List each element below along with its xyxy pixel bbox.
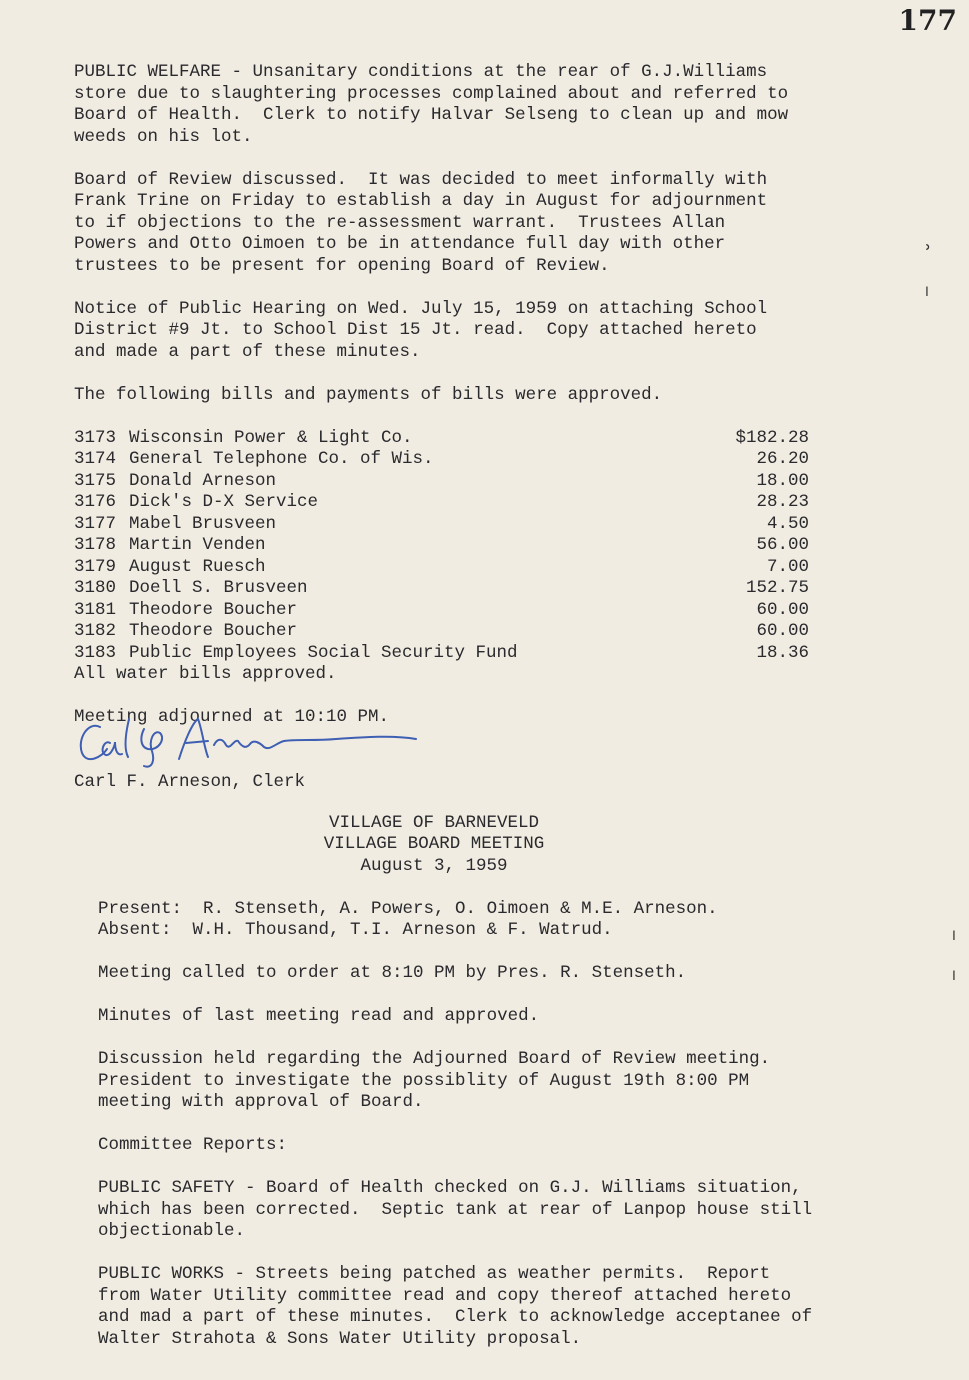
bill-number: 3178 — [74, 535, 117, 555]
bill-amount: 152.75 — [745, 578, 809, 598]
signature-stroke — [81, 719, 416, 767]
bill-payee: Mabel Brusveen — [129, 513, 277, 534]
bill-payee: Public Employees Social Security Fund — [129, 642, 518, 663]
text-line: objectionable. — [98, 1221, 246, 1241]
bill-row — [74, 600, 864, 622]
text-line: President to investigate the possiblity of August 19th 8:00 PM — [98, 1070, 750, 1091]
bill-number: 3183 — [74, 642, 117, 663]
text-line: Board of Review discussed. It was decided to meet informally with — [74, 169, 768, 190]
meeting-header — [74, 813, 794, 878]
bill-row — [74, 514, 864, 536]
margin-tick-mark: ʾ — [925, 242, 932, 267]
bill-payee: Dick's D-X Service — [129, 492, 319, 512]
handwritten-signature — [74, 711, 434, 769]
text-line: and made a part of these minutes. — [74, 341, 421, 362]
public-hearing-notice — [74, 299, 864, 364]
signature-block — [74, 729, 864, 772]
text-line: Powers and Otto Oimoen to be in attendance full day with other — [74, 234, 726, 254]
margin-tick-mark: ˡ — [925, 284, 929, 309]
text-line: PUBLIC SAFETY - Board of Health checked on G.J. Williams situation, — [98, 1178, 802, 1198]
bill-payee: Theodore Boucher — [129, 621, 298, 641]
bill-row — [74, 428, 864, 450]
meeting-date: August 3, 1959 — [360, 855, 508, 876]
bill-row — [74, 643, 864, 665]
bill-amount: 60.00 — [756, 599, 809, 620]
text-line: PUBLIC WELFARE - Unsanitary conditions at the rear of G.J.Williams — [74, 62, 768, 82]
minutes-document — [74, 62, 864, 1372]
bills-intro: The following bills and payments of bills were approved. — [74, 384, 663, 405]
bill-amount: 7.00 — [766, 556, 809, 577]
margin-tick-mark: ˡ — [952, 968, 956, 993]
bill-row — [74, 449, 864, 471]
bill-number: 3173 — [74, 427, 117, 448]
text-line: meeting with approval of Board. — [98, 1092, 424, 1112]
bill-payee: August Ruesch — [129, 556, 266, 577]
bill-number: 3177 — [74, 513, 117, 534]
present-line: Present: R. Stenseth, A. Powers, O. Oimoen & M.E. Arneson. — [98, 898, 718, 919]
page-number: 177 — [898, 4, 957, 37]
bill-amount: $182.28 — [735, 427, 809, 448]
bill-payee: Donald Arneson — [129, 470, 277, 491]
bill-amount: 4.50 — [766, 513, 809, 534]
adjourned-note: Meeting adjourned at 10:10 PM. — [74, 707, 390, 727]
discussion-paragraph — [98, 1049, 864, 1114]
public-safety-paragraph — [98, 1178, 864, 1243]
text-line: and mad a part of these minutes. Clerk to acknowledge acceptanee of — [98, 1307, 813, 1327]
bill-number: 3174 — [74, 449, 117, 469]
bill-amount: 26.20 — [756, 449, 809, 469]
bill-number: 3179 — [74, 556, 117, 577]
bill-amount: 60.00 — [756, 621, 809, 641]
text-line: Discussion held regarding the Adjourned Board of Review meeting. — [98, 1049, 771, 1069]
bill-number: 3182 — [74, 621, 117, 641]
bill-amount: 18.00 — [756, 470, 809, 491]
public-works-paragraph — [98, 1264, 864, 1350]
text-line: Walter Strahota & Sons Water Utility proposal. — [98, 1328, 582, 1349]
text-line: from Water Utility committee read and copy thereof attached hereto — [98, 1285, 792, 1306]
bill-payee: Doell S. Brusveen — [129, 578, 308, 598]
water-bills-note: All water bills approved. — [74, 664, 337, 684]
called-to-order: Meeting called to order at 8:10 PM by Pres. R. Stenseth. — [98, 963, 687, 983]
minutes-approved: Minutes of last meeting read and approved. — [98, 1006, 540, 1026]
bill-number: 3175 — [74, 470, 117, 491]
bill-amount: 18.36 — [756, 642, 809, 663]
bills-list — [74, 428, 864, 665]
bill-number: 3181 — [74, 599, 117, 620]
bill-amount: 56.00 — [756, 535, 809, 555]
meeting-title: VILLAGE BOARD MEETING — [323, 834, 545, 854]
bill-row — [74, 471, 864, 493]
bill-payee: Theodore Boucher — [129, 599, 298, 620]
text-line: Frank Trine on Friday to establish a day in August for adjournment — [74, 191, 768, 211]
bill-row — [74, 578, 864, 600]
text-line: weeds on his lot. — [74, 126, 253, 147]
text-line: PUBLIC WORKS - Streets being patched as weather permits. Report — [98, 1264, 771, 1284]
bill-payee: Wisconsin Power & Light Co. — [129, 427, 413, 448]
text-line: which has been corrected. Septic tank at rear of Lanpop house still — [98, 1199, 813, 1220]
text-line: Board of Health. Clerk to notify Halvar Selseng to clean up and mow — [74, 105, 789, 125]
attendance — [98, 899, 864, 942]
text-line: trustees to be present for opening Board of Review. — [74, 255, 610, 276]
bill-payee: General Telephone Co. of Wis. — [129, 449, 434, 469]
public-welfare-paragraph — [74, 62, 864, 148]
bill-row — [74, 492, 864, 514]
text-line: Notice of Public Hearing on Wed. July 15, 1959 on attaching School — [74, 298, 768, 319]
bill-number: 3176 — [74, 492, 117, 512]
absent-line: Absent: W.H. Thousand, T.I. Arneson & F. Watrud. — [98, 920, 613, 940]
text-line: to if objections to the re-assessment warrant. Trustees Allan — [74, 212, 726, 233]
margin-tick-mark: ˡ — [952, 928, 956, 953]
clerk-name: Carl F. Arneson, Clerk — [74, 771, 306, 792]
bill-row — [74, 621, 864, 643]
bill-amount: 28.23 — [756, 492, 809, 512]
board-of-review-paragraph — [74, 170, 864, 278]
bill-number: 3180 — [74, 578, 117, 598]
bill-row — [74, 557, 864, 579]
text-line: District #9 Jt. to School Dist 15 Jt. read. Copy attached hereto — [74, 320, 757, 340]
text-line: store due to slaughtering processes complained about and referred to — [74, 83, 789, 104]
bill-row — [74, 535, 864, 557]
committee-reports-heading: Committee Reports: — [98, 1135, 288, 1155]
meeting-body — [74, 899, 864, 1351]
village-name: VILLAGE OF BARNEVELD — [328, 812, 540, 833]
bill-payee: Martin Venden — [129, 535, 266, 555]
